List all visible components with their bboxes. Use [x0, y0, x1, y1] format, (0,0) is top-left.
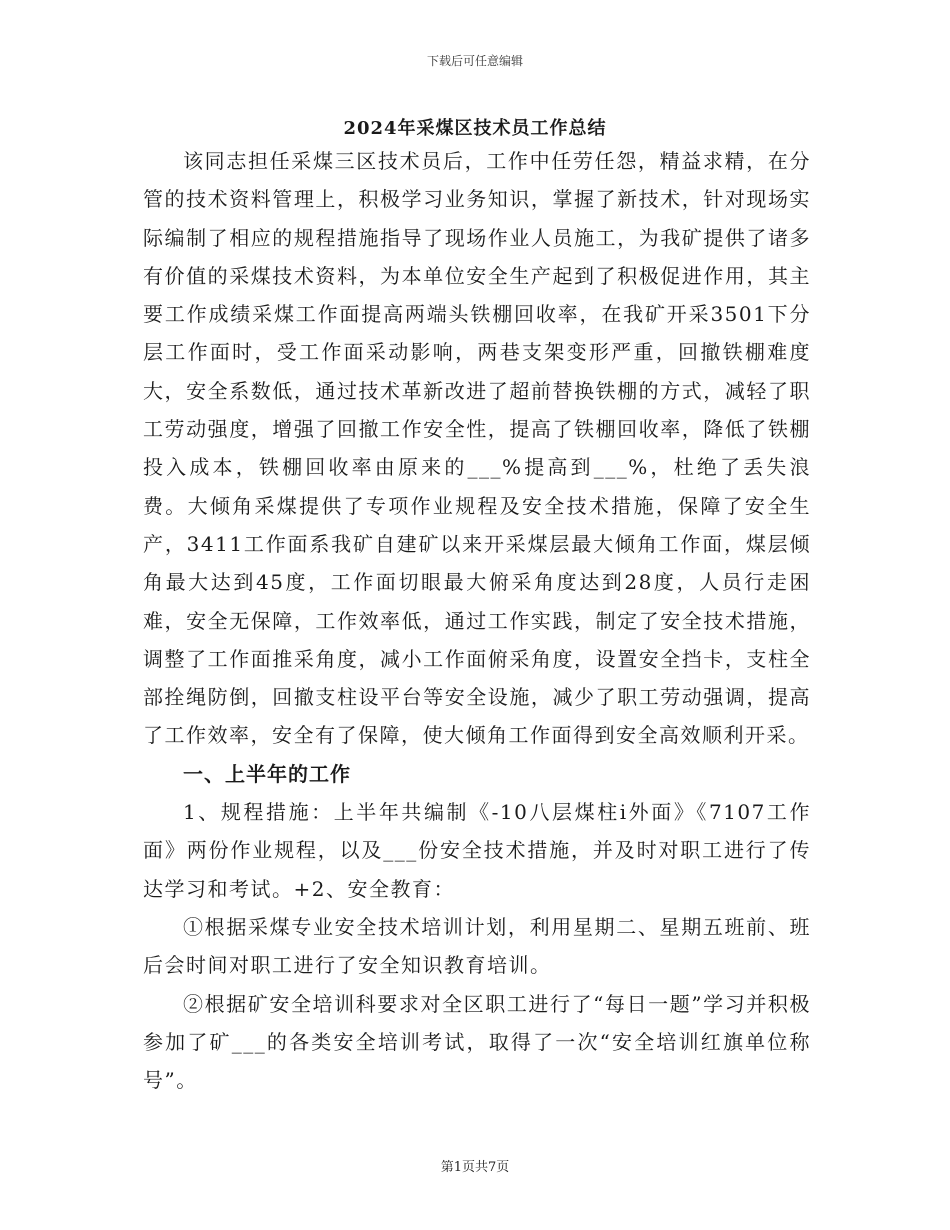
item-daily-question: ②根据矿安全培训科要求对全区职工进行了“每日一题”学习并积极参加了矿___的各类安全培训考试，取得了一次“安全培训红旗单位称号”。 — [143, 991, 811, 1093]
intro-paragraph: 该同志担任采煤三区技术员后，工作中任劳任怨，精益求精，在分管的技术资料管理上，积极学习业务知识，掌握了新技术，针对现场实际编制了相应的规程措施指导了现场作业人员施工，为我矿提供了诸多有价值的采煤技术资料，为本单位安全生产起到了积极促进作用，其主要工作成绩采煤工作面提高两端头铁棚回收率，在我矿开采3501下分层工作面时，受工作面采动影响，两巷支架变形严重，回撤铁棚难度大，安全系数低，通过技术革新改进了超前替换铁棚的方式，减轻了职工劳动强度，增强了回撤工作安全性，提高了铁棚回收率，降低了铁棚投入成本，铁棚回收率由原来的___%提高到___%，杜绝了丢失浪费。大倾角采煤提供了专项作业规程及安全技术措施，保障了安全生产，3411工作面系我矿自建矿以来开采煤层最大倾角工作面，煤层倾角最大达到45度，工作面切眼最大俯采角度达到28度，人员行走困难，安全无保障，工作效率低，通过工作实践，制定了安全技术措施，调整了工作面推采角度，减小工作面俯采角度，设置安全挡卡，支柱全部拴绳防倒，回撤支柱设平台等安全设施，减少了职工劳动强调，提高了工作效率，安全有了保障，使大倾角工作面得到安全高效顺利开采。 — [143, 149, 811, 748]
document-title: 2024年采煤区技术员工作总结 — [343, 118, 607, 139]
document-body — [143, 142, 811, 1099]
page-number-footer: 第1页共7页 — [440, 1160, 510, 1175]
item-safety-training: ①根据采煤专业安全技术培训计划，利用星期二、星期五班前、班后会时间对职工进行了安全知识教育培训。 — [143, 914, 811, 978]
section-heading: 一、上半年的工作 — [183, 761, 351, 786]
item-rules-measures: 1、规程措施：上半年共编制《-10八层煤柱i外面》《7107工作面》两份作业规程，以及___份安全技术措施，并及时对职工进行了传达学习和考试。+2、安全教育： — [143, 800, 811, 901]
page-header-note: 下载后可任意编辑 — [426, 54, 523, 68]
